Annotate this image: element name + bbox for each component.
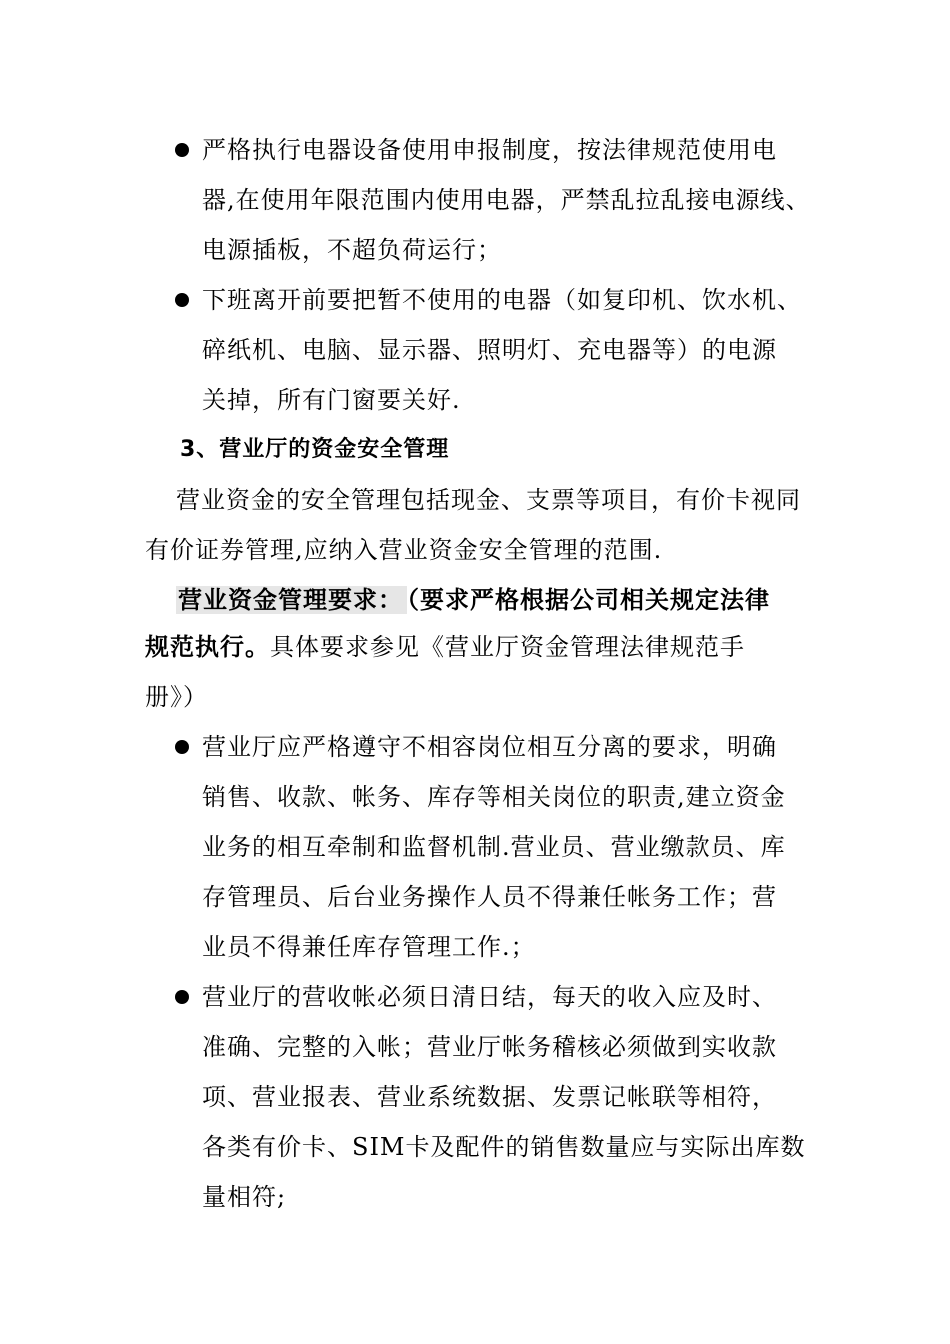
bullet-icon: [175, 990, 189, 1004]
bullet-text-line: 销售、收款、帐务、库存等相关岗位的职责,建立资金: [202, 783, 786, 811]
bullet-text-line: 营业厅的营收帐必须日清日结，每天的收入应及时、: [202, 983, 777, 1011]
requirements-bold-text: 规范执行。: [145, 633, 270, 661]
bullet-text-line: 碎纸机、电脑、显示器、照明灯、充电器等）的电源: [202, 336, 777, 364]
bullet-text-line: 器,在使用年限范围内使用电器，严禁乱拉乱接电源线、: [202, 186, 811, 214]
bullet-icon: [175, 293, 189, 307]
paragraph-line: 营业资金的安全管理包括现金、支票等项目，有价卡视同: [176, 486, 801, 514]
bullet-text-line: 下班离开前要把暂不使用的电器（如复印机、饮水机、: [202, 286, 802, 314]
bullet-text-line: 营业厅应严格遵守不相容岗位相互分离的要求，明确: [202, 733, 777, 761]
requirements-label: 营业资金管理要求：: [176, 586, 407, 614]
bullet-icon: [175, 143, 189, 157]
bullet-text-line: 业员不得兼任库存管理工作.；: [202, 933, 536, 961]
requirements-line: 册》）: [145, 683, 208, 711]
bullet-text-line: 项、营业报表、营业系统数据、发票记帐联等相符，: [202, 1083, 777, 1111]
bullet-text-line: 准确、完整的入帐；营业厅帐务稽核必须做到实收款: [202, 1033, 777, 1061]
bullet-text-line: 业务的相互牵制和监督机制.营业员、营业缴款员、库: [202, 833, 786, 861]
bullet-text-line: 严格执行电器设备使用申报制度，按法律规范使用电: [202, 136, 777, 164]
requirements-line: [145, 632, 745, 662]
section-heading: 3、营业厅的资金安全管理: [180, 437, 450, 462]
bullet-text-line: 各类有价卡、SIM卡及配件的销售数量应与实际出库数: [202, 1133, 806, 1161]
bullet-icon: [175, 740, 189, 754]
bullet-text-line: 存管理员、后台业务操作人员不得兼任帐务工作；营: [202, 883, 777, 911]
bullet-text-line: 量相符;: [202, 1183, 287, 1211]
requirements-line: [176, 585, 770, 615]
paragraph-line: 有价证券管理,应纳入营业资金安全管理的范围.: [145, 536, 663, 564]
bullet-text-line: 电源插板，不超负荷运行；: [202, 236, 502, 264]
requirements-bold-text: （要求严格根据公司相关规定法律: [407, 586, 770, 614]
bullet-text-line: 关掉，所有门窗要关好.: [202, 386, 461, 414]
requirements-reference-text: 具体要求参见《营业厅资金管理法律规范手: [270, 633, 745, 661]
